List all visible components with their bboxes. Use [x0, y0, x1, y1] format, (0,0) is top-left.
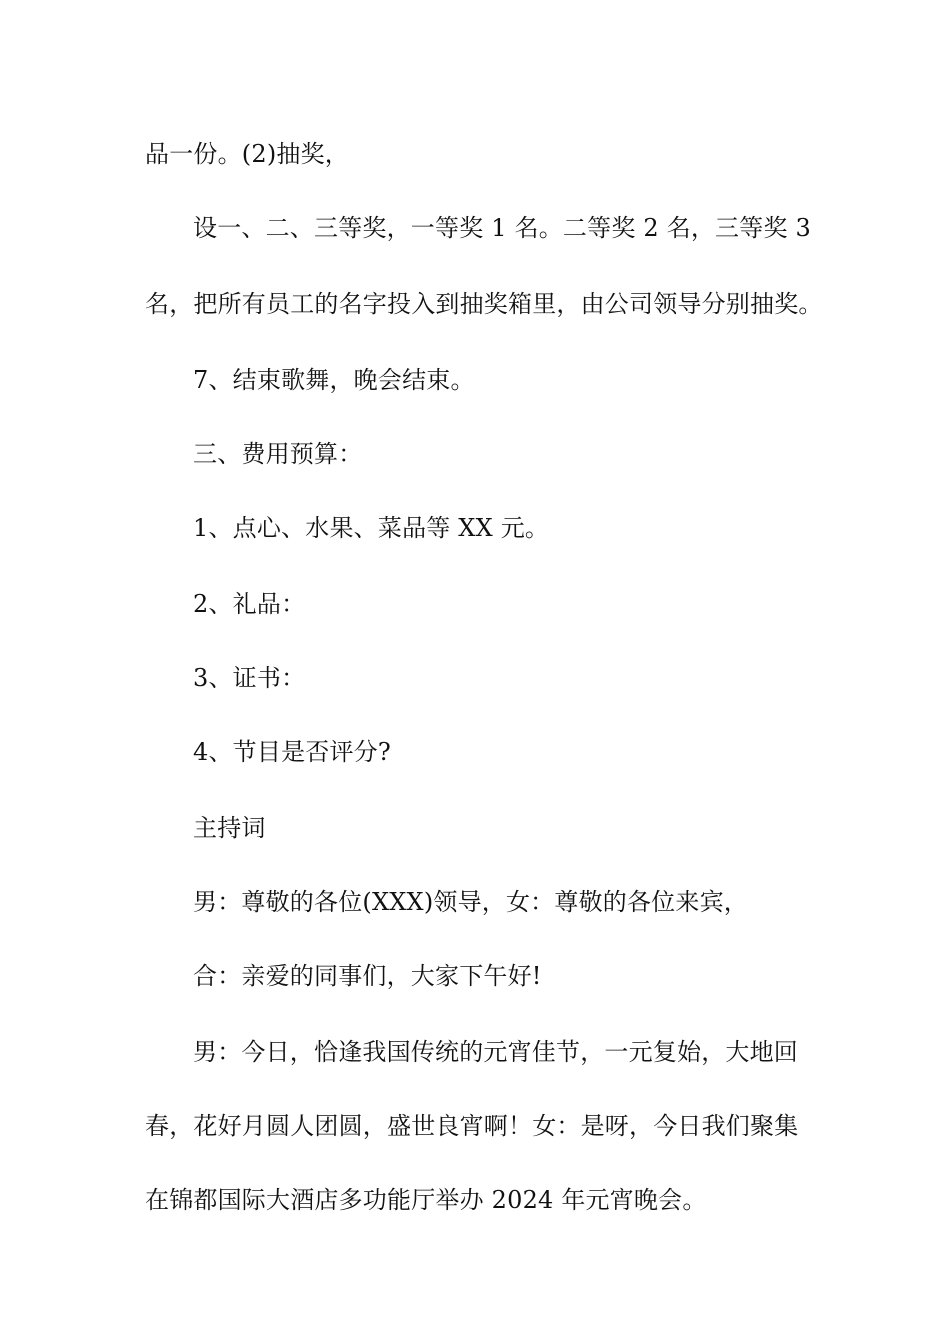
text-line-14: 春，花好月圆人团圆，盛世良宵啊！女：是呀，今日我们聚集 — [145, 1112, 799, 1140]
section-heading-budget: 三、费用预算： — [193, 440, 363, 468]
text-line-4: 7、结束歌舞，晚会结束。 — [193, 366, 475, 394]
text-line-6: 1、点心、水果、菜品等 XX 元。 — [193, 514, 550, 542]
text-line-2: 设一、二、三等奖，一等奖 1 名。二等奖 2 名，三等奖 3 — [193, 214, 811, 242]
text-line-3: 名，把所有员工的名字投入到抽奖箱里，由公司领导分别抽奖。 — [145, 290, 823, 318]
text-line-13: 男：今日，恰逢我国传统的元宵佳节，一元复始，大地回 — [193, 1038, 798, 1066]
section-heading-host-script: 主持词 — [193, 814, 266, 842]
text-line-9: 4、节目是否评分? — [193, 738, 391, 766]
text-line-8: 3、证书： — [193, 664, 306, 692]
text-line-11: 男：尊敬的各位(XXX)领导，女：尊敬的各位来宾， — [193, 888, 748, 916]
text-line-15: 在锦都国际大酒店多功能厅举办 2024 年元宵晚会。 — [145, 1186, 707, 1214]
text-line-1: 品一份。(2)抽奖， — [145, 140, 349, 168]
text-line-7: 2、礼品： — [193, 590, 306, 618]
text-line-12: 合：亲爱的同事们，大家下午好! — [193, 962, 542, 990]
